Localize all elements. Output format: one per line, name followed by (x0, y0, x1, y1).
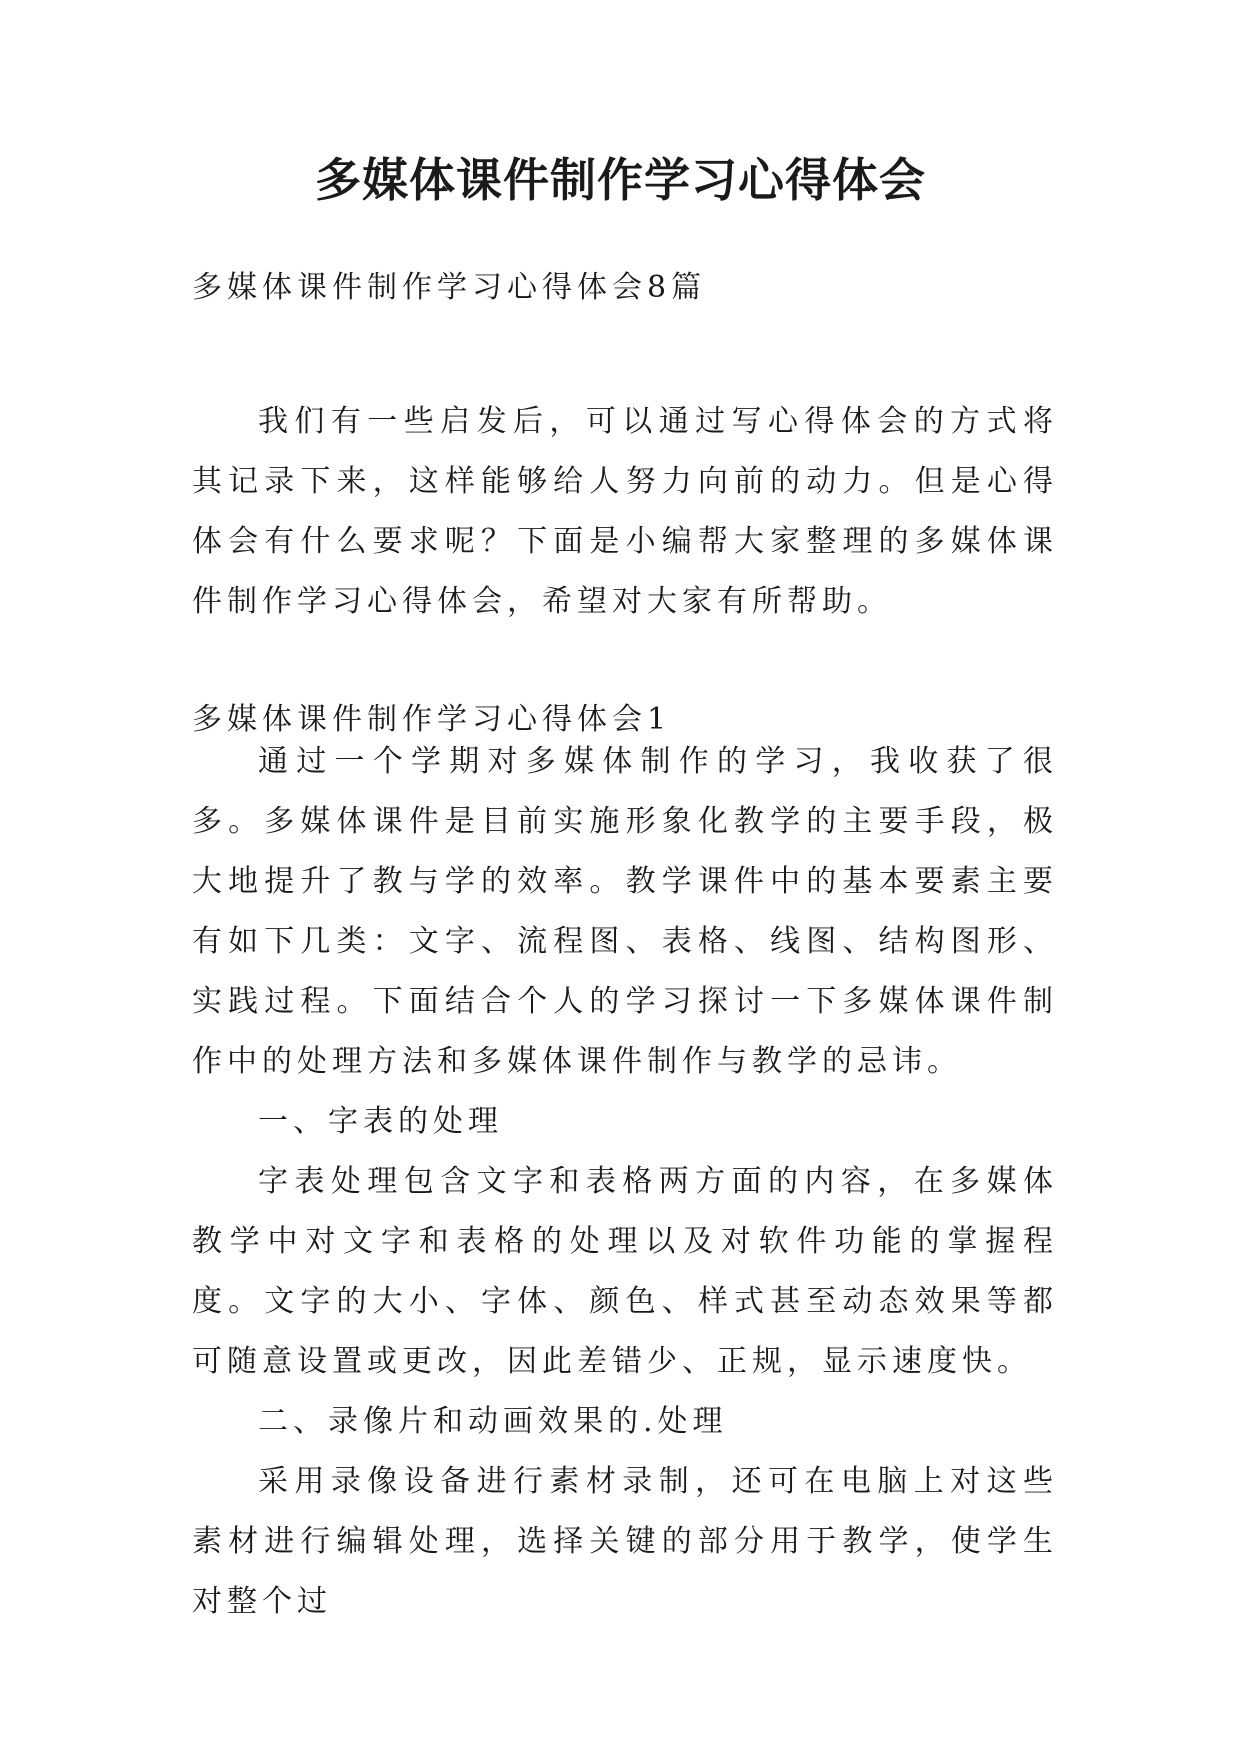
subheading-text-tables: 一、字表的处理 (258, 1104, 503, 1139)
subheading-video-animation: 二、录像片和动画效果的.处理 (258, 1404, 728, 1439)
body-paragraph: 通过一个学期对多媒体制作的学习，我收获了很多。多媒体课件是目前实施形象化教学的主要手段，极大地提升了教与学的效率。教学课件中的基本要素主要有如下几类：文字、流程图、表格、线图、结构图形、实践过程。下面结合个人的学习探讨一下多媒体课件制作中的处理方法和多媒体课件制作与教学的忌讳。 (192, 744, 1058, 1079)
section-body (192, 732, 1058, 1632)
body-paragraph: 采用录像设备进行素材录制，还可在电脑上对这些素材进行编辑处理，选择关键的部分用于教学，使学生对整个过 (192, 1464, 1058, 1619)
body-paragraph: 字表处理包含文字和表格两方面的内容，在多媒体教学中对文字和表格的处理以及对软件功能的掌握程度。文字的大小、字体、颜色、样式甚至动态效果等都可随意设置或更改，因此差错少、正规，显示速度快。 (192, 1164, 1058, 1379)
section-heading: 多媒体课件制作学习心得体会1 (192, 702, 672, 737)
intro-paragraph: 我们有一些启发后，可以通过写心得体会的方式将其记录下来，这样能够给人努力向前的动力。但是心得体会有什么要求呢？下面是小编帮大家整理的多媒体课件制作学习心得体会，希望对大家有所帮助。 (192, 404, 1058, 619)
document-subtitle: 多媒体课件制作学习心得体会8篇 (192, 270, 707, 305)
document-title: 多媒体课件制作学习心得体会 (315, 153, 926, 207)
